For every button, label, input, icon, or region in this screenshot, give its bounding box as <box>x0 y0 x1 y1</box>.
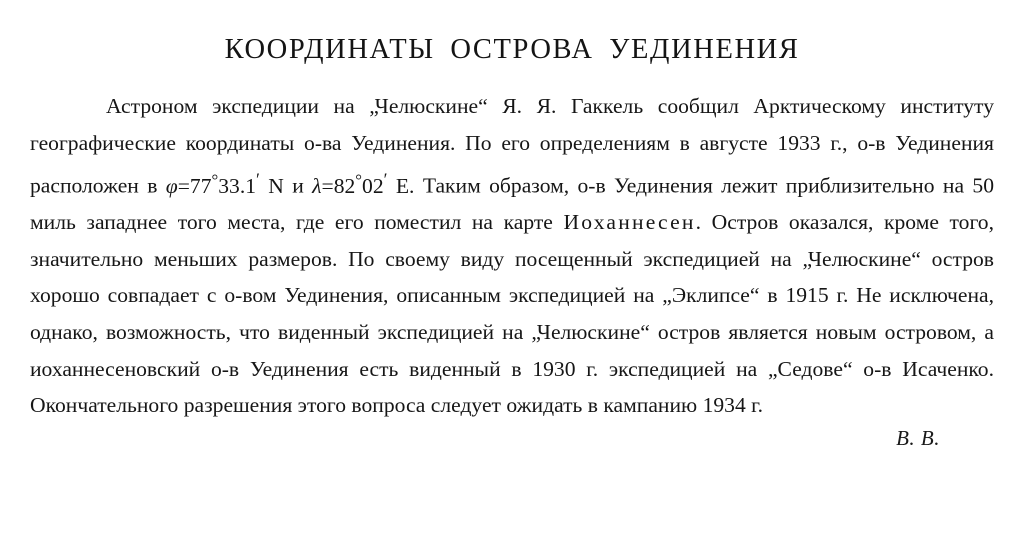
page-title: КООРДИНАТЫ ОСТРОВА УЕДИНЕНИЯ <box>224 34 800 65</box>
prime-symbol-lon: ′ <box>383 169 388 190</box>
longitude-degrees: 82 <box>333 173 356 198</box>
latitude-expression <box>165 169 284 198</box>
phi-symbol: φ <box>165 173 178 198</box>
longitude-expression <box>312 169 415 198</box>
longitude-minutes: 02 <box>362 173 384 198</box>
latitude-minutes: 33.1 <box>218 173 257 198</box>
author-signature: В. В. <box>896 425 940 450</box>
paragraph-segment-1: Астроном экспедиции на „Челюскине“ Я. Я. Гаккель сообщил Арктическому институту географические координаты о-ва Уединения. По его определениям в августе 1933 г., о-в Уединения расположен в <box>30 94 994 198</box>
lambda-symbol: λ <box>312 173 322 198</box>
prime-symbol-lat: ′ <box>256 169 260 190</box>
conjunction: и <box>283 173 313 198</box>
longitude-hemisphere: E. <box>387 173 415 198</box>
degree-symbol-lon: ° <box>355 170 363 190</box>
equals-sign-2: = <box>321 173 334 198</box>
person-name-johannesen: Иоханнесен <box>563 210 696 235</box>
paragraph-segment-2: Таким образом, о-в Уединения лежит приблизительно на 50 миль западнее того места, где его поместил на карте <box>30 173 994 235</box>
article-body <box>30 88 994 424</box>
paragraph-segment-3: . Остров оказался, кроме того, значительно меньших размеров. По своему виду посещенный экспедицией на „Челюскине“ остров хорошо совпадает с о-вом Уединения, описанным экспедицией на „Эклипсе“ в 1915 г. Не исключена, однако, возможность, что виденный экспедицией на „Челюскине“ остров является новым островом, а иоханнесеновский о-в Уединения есть виденный в 1930 г. экспедицией на „Седове“ о-в Исаченко. Окончательного разрешения этого вопроса следует ожидать в кампанию 1934 г. <box>30 210 994 418</box>
latitude-hemisphere: N <box>259 173 284 198</box>
latitude-degrees: 77 <box>189 173 212 198</box>
equals-sign-1: = <box>177 173 190 198</box>
body-paragraph <box>30 88 994 424</box>
degree-symbol-lat: ° <box>211 170 219 190</box>
